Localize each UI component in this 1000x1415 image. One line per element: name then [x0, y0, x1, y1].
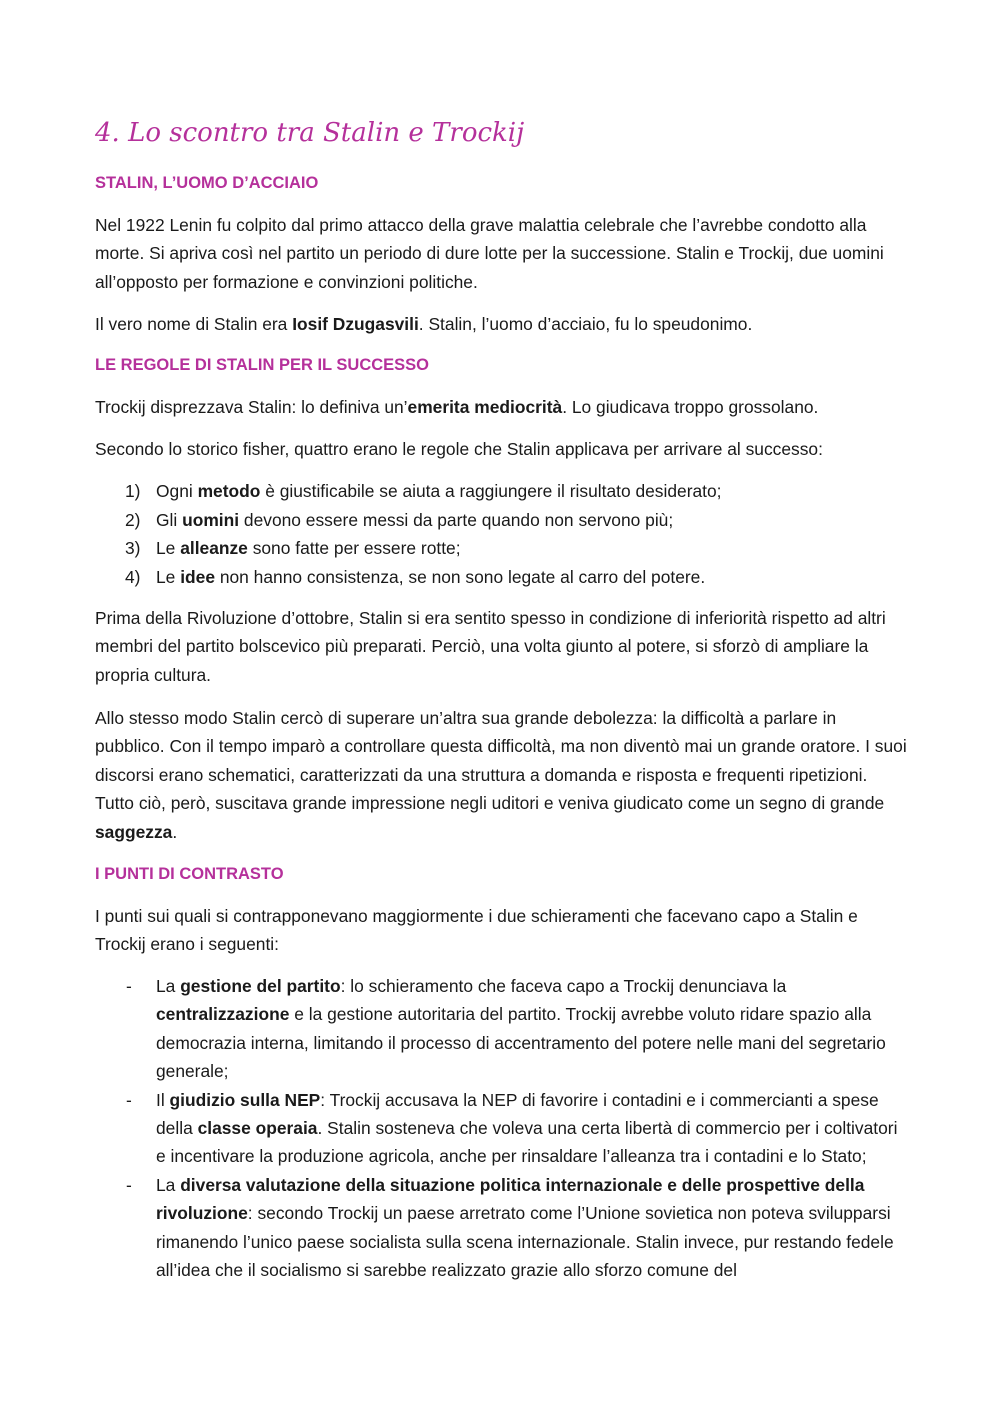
- item-text: sono fatte per essere rotte;: [247, 538, 461, 559]
- item-text: . Stalin sosteneva che voleva una certa libertà di commercio per i coltivatori e incentivare la produzione agricola, anche per rinsaldare l’alleanza tra i contadini e lo Stato;: [156, 1118, 898, 1167]
- item-text: è giustificabile se aiuta a raggiungere il risultato desiderato;: [260, 481, 722, 501]
- item-text: La: [156, 1174, 181, 1195]
- paragraph-text: . Lo giudicava troppo grossolano.: [562, 397, 819, 417]
- section-heading-rules: LE REGOLE DI STALIN PER IL SUCCESSO: [95, 356, 430, 374]
- bold-term: alleanze: [180, 538, 248, 559]
- item-text: La: [156, 976, 181, 996]
- list-marker: -: [126, 1089, 132, 1110]
- list-marker: 2): [125, 509, 141, 530]
- item-text: Ogni: [156, 481, 198, 501]
- item-text: Le: [156, 567, 181, 588]
- paragraph-text: Il vero nome di Stalin era: [95, 314, 293, 334]
- paragraph-trockij-opinion: [95, 393, 907, 421]
- list-marker: -: [126, 1174, 132, 1195]
- paragraph-text: . Stalin, l’uomo d’acciaio, fu lo speudonimo.: [418, 314, 753, 334]
- section-heading-stalin: STALIN, L’UOMO D’ACCIAIO: [95, 174, 319, 192]
- bold-term: saggezza: [95, 821, 173, 842]
- list-item: [95, 534, 907, 563]
- bold-term: metodo: [197, 481, 261, 501]
- paragraph-text: Trockij disprezzava Stalin: lo definiva un’: [95, 397, 408, 417]
- item-text: devono essere messi da parte quando non servono più;: [239, 509, 674, 530]
- bold-term: gestione del partito: [180, 976, 341, 996]
- paragraph-inferiority: Prima della Rivoluzione d’ottobre, Stalin si era sentito spesso in condizione di inferiorità rispetto ad altri membri del partito bolscevico più preparati. Perciò, una volta giunto al potere, si sforzò di ampliare la propria cultura.: [95, 608, 886, 685]
- paragraph-text: .: [172, 821, 178, 842]
- paragraph-contrast-intro: I punti sui quali si contrapponevano maggiormente i due schieramenti che facevano capo a Stalin e Trockij erano i seguenti:: [95, 906, 858, 955]
- list-marker: 1): [125, 481, 141, 501]
- list-marker: 4): [125, 567, 141, 588]
- paragraph-lenin-illness: Nel 1922 Lenin fu colpito dal primo attacco della grave malattia celebrale che l’avrebbe condotto alla morte. Si apriva così nel partito un periodo di dure lotte per la successione. Stalin e Trockij, due uomini all’opposto per formazione e convinzioni politiche.: [95, 215, 884, 292]
- list-item: [95, 972, 907, 1086]
- list-item: [95, 1171, 907, 1285]
- item-text: Le: [156, 538, 181, 559]
- bold-term: idee: [180, 567, 215, 588]
- bold-term: giudizio sulla NEP: [169, 1089, 321, 1110]
- list-item: [95, 477, 907, 506]
- bold-term: uomini: [182, 509, 240, 530]
- section-heading-contrast: I PUNTI DI CONTRASTO: [95, 865, 284, 883]
- item-text: Il: [156, 1089, 170, 1110]
- list-item: [95, 506, 907, 535]
- bold-term: Iosif Dzugasvili: [292, 314, 419, 334]
- item-text: : lo schieramento che faceva capo a Trockij denunciava la: [340, 976, 787, 996]
- bold-term: emerita mediocrità: [407, 397, 563, 417]
- item-text: : secondo Trockij un paese arretrato come l’Unione sovietica non poteva svilupparsi rimanendo l’unico paese socialista sulla scena internazionale. Stalin invece, pur restando fedele all’idea che il socialismo si sarebbe realizzato grazie allo sforzo comune del: [156, 1203, 894, 1281]
- contrast-points-list: [95, 972, 907, 1284]
- paragraph-text: Allo stesso modo Stalin cercò di superare un’altra sua grande debolezza: la difficoltà a parlare in pubblico. Con il tempo imparò a controllare questa difficoltà, ma non diventò mai un grande oratore. I suoi discorsi erano schematici, caratterizzati da una struttura a domanda e risposta e frequenti ripetizioni. Tutto ciò, però, suscitava grande impressione negli uditori e veniva giudicato come un segno di grande: [95, 708, 907, 814]
- list-item: [95, 1086, 907, 1171]
- bold-term: centralizzazione: [156, 1004, 290, 1025]
- paragraph-fisher: Secondo lo storico fisher, quattro erano le regole che Stalin applicava per arrivare al successo:: [95, 439, 823, 459]
- paragraph-real-name: [95, 310, 907, 338]
- item-text: non hanno consistenza, se non sono legate al carro del potere.: [215, 567, 706, 588]
- list-marker: -: [126, 976, 132, 996]
- item-text: : Trockij accusava la NEP di favorire i contadini e i commercianti a spese della: [156, 1089, 879, 1139]
- list-item: [95, 563, 907, 592]
- rules-list: [95, 477, 907, 592]
- item-text: Gli: [156, 509, 183, 530]
- item-text: e la gestione autoritaria del partito. Trockij avrebbe voluto ridare spazio alla democrazia interna, limitando il processo di accentramento del potere nelle mani del segretario generale;: [156, 1004, 886, 1082]
- paragraph-public-speaking: [95, 704, 907, 846]
- bold-term: diversa valutazione della situazione politica internazionale e delle prospettive della rivoluzione: [156, 1174, 865, 1224]
- list-marker: 3): [125, 538, 141, 559]
- bold-term: classe operaia: [197, 1118, 318, 1139]
- page-title: 4. Lo scontro tra Stalin e Trockij: [95, 118, 525, 148]
